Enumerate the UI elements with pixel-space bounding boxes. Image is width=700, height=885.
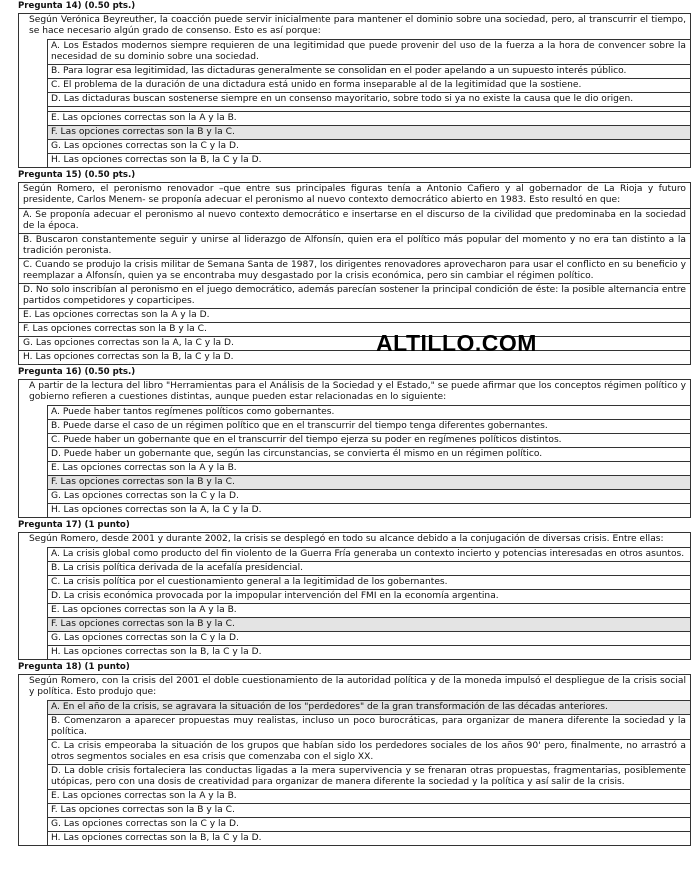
- question-15-option-h[interactable]: H. Las opciones correctas son la B, la C y la D.: [19, 350, 690, 364]
- question-15-option-c[interactable]: C. Cuando se produjo la crisis militar de Semana Santa de 1987, los dirigentes renovadores aprovecharon para usar el conflicto en su beneficio y reemplazar a Alfonsín, quien ya se encontraba muy desgastado por la crisis económica, pero sin cambiar el régimen político.: [19, 258, 690, 283]
- question-16-option-h[interactable]: H. Las opciones correctas son la A, la C y la D.: [47, 503, 690, 517]
- question-17-option-d[interactable]: D. La crisis económica provocada por la impopular intervención del FMI en la economía argentina.: [47, 589, 690, 603]
- question-18-option-e[interactable]: E. Las opciones correctas son la A y la B.: [47, 789, 690, 803]
- question-17-stem: Según Romero, desde 2001 y durante 2002, la crisis se desplegó en todo su alcance debido a la conjugación de diversas crisis. Entre ellas:: [29, 534, 664, 544]
- question-15-option-b[interactable]: B. Buscaron constantemente seguir y unirse al liderazgo de Alfonsín, quien era el político más popular del momento y no era tan distinto a la tradición peronista.: [19, 233, 690, 258]
- question-16-stem: A partir de la lectura del libro "Herramientas para el Análisis de la Sociedad y el Estado," se puede afirmar que los conceptos régimen político y gobierno refieren a cuestiones distintas, aunque pueden estar relacionadas en lo siguiente:: [29, 381, 686, 402]
- question-14-option-g[interactable]: G. Las opciones correctas son la C y la D.: [47, 139, 690, 153]
- question-18-stem: Según Romero, con la crisis del 2001 el doble cuestionamiento de la autoridad política y de la moneda impulsó el despliegue de la crisis social y política. Esto produjo que:: [29, 676, 686, 697]
- question-14-header: Pregunta 14) (0.50 pts.): [18, 1, 136, 11]
- question-15-option-a[interactable]: A. Se proponía adecuar el peronismo al nuevo contexto democrático e insertarse en el discurso de la civilidad que predominaba en la sociedad de la época.: [19, 208, 690, 233]
- exam-sheet: [18, 0, 691, 847]
- question-17-option-f[interactable]: F. Las opciones correctas son la B y la C.: [47, 617, 690, 631]
- question-16: [18, 379, 691, 518]
- question-15-header: Pregunta 15) (0.50 pts.): [18, 170, 136, 180]
- question-15-option-d[interactable]: D. No solo inscribían al peronismo en el juego democrático, además parecían sostener la principal condición de éste: la posible alternancia entre partidos competidores y coparticipes.: [19, 283, 690, 308]
- question-18-option-g[interactable]: G. Las opciones correctas son la C y la D.: [47, 817, 690, 831]
- question-14-option-b[interactable]: B. Para lograr esa legitimidad, las dictaduras generalmente se consolidan en el poder apelando a un supuesto interés público.: [47, 64, 690, 78]
- question-14-option-h[interactable]: H. Las opciones correctas son la B, la C y la D.: [47, 153, 690, 167]
- question-16-header: Pregunta 16) (0.50 pts.): [18, 367, 136, 377]
- question-16-option-g[interactable]: G. Las opciones correctas son la C y la D.: [47, 489, 690, 503]
- question-17-option-c[interactable]: C. La crisis política por el cuestionamiento general a la legitimidad de los gobernantes.: [47, 575, 690, 589]
- question-16-option-c[interactable]: C. Puede haber un gobernante que en el transcurrir del tiempo ejerza su poder en regímenes políticos distintos.: [47, 433, 690, 447]
- question-16-option-d[interactable]: D. Puede haber un gobernante que, según las circunstancias, se convierta él mismo en un régimen político.: [47, 447, 690, 461]
- question-17-option-h[interactable]: H. Las opciones correctas son la B, la C y la D.: [47, 645, 690, 659]
- question-14-option-a[interactable]: A. Los Estados modernos siempre requieren de una legitimidad que puede provenir del uso de la fuerza a la hora de convencer sobre la necesidad de su dominio sobre una sociedad.: [47, 39, 690, 64]
- question-18-option-h[interactable]: H. Las opciones correctas son la B, la C y la D.: [47, 831, 690, 845]
- question-16-option-b[interactable]: B. Puede darse el caso de un régimen político que en el transcurrir del tiempo tenga diferentes gobernantes.: [47, 419, 690, 433]
- question-14-option-c[interactable]: C. El problema de la duración de una dictadura está unido en forma inseparable al de la legitimidad que la sostiene.: [47, 78, 690, 92]
- question-14-option-e[interactable]: E. Las opciones correctas son la A y la B.: [47, 111, 690, 125]
- question-15-stem: Según Romero, el peronismo renovador –que entre sus principales figuras tenía a Antonio Cafiero y al gobernador de La Rioja y futuro presidente, Carlos Menem- se proponía adecuar el peronismo al nuevo contexto democrático abierto en 1983. Esto resultó en que:: [23, 184, 686, 205]
- question-18-option-f[interactable]: F. Las opciones correctas son la B y la C.: [47, 803, 690, 817]
- question-17-option-g[interactable]: G. Las opciones correctas son la C y la D.: [47, 631, 690, 645]
- watermark-text: ALTILLO.COM: [376, 330, 537, 356]
- question-16-option-f[interactable]: F. Las opciones correctas son la B y la C.: [47, 475, 690, 489]
- question-14-option-f[interactable]: F. Las opciones correctas son la B y la C.: [47, 125, 690, 139]
- question-18-header: Pregunta 18) (1 punto): [18, 662, 130, 672]
- question-14-option-d[interactable]: D. Las dictaduras buscan sostenerse siempre en un consenso mayoritario, sobre todo si ya no existe la causa que le dio origen.: [47, 92, 690, 106]
- question-18-option-a[interactable]: A. En el año de la crisis, se agravara la situación de los "perdedores" de la gran transformación de las décadas anteriores.: [47, 700, 690, 714]
- question-18-option-b[interactable]: B. Comenzaron a aparecer propuestas muy realistas, incluso un poco burocráticas, para organizar de manera diferente la sociedad y la política.: [47, 714, 690, 739]
- question-17-header: Pregunta 17) (1 punto): [18, 520, 130, 530]
- question-14: [18, 13, 691, 168]
- question-17-option-b[interactable]: B. La crisis política derivada de la acefalía presidencial.: [47, 561, 690, 575]
- question-18-option-d[interactable]: D. La doble crisis fortaleciera las conductas ligadas a la mera supervivencia y se frenaran otras propuestas, fragmentarias, posiblemente utópicas, pero con una dosis de creatividad para organizar de manera diferente la sociedad y la política y así salir de la crisis.: [47, 764, 690, 789]
- question-14-stem: Según Verónica Beyreuther, la coacción puede servir inicialmente para mantener el dominio sobre una sociedad, pero, al transcurrir el tiempo, se hace necesario algún grado de consenso. Esto es así porque:: [29, 15, 686, 36]
- question-15-option-f[interactable]: F. Las opciones correctas son la B y la C.: [19, 322, 690, 336]
- question-18-option-c[interactable]: C. La crisis empeoraba la situación de los grupos que habían sido los perdedores sociales de los años 90' pero, finalmente, no arrastró a otros segmentos sociales en esa crisis que comenzaba con el siglo XX.: [47, 739, 690, 764]
- question-15-option-g[interactable]: G. Las opciones correctas son la A, la C y la D.: [19, 336, 690, 350]
- question-17-option-a[interactable]: A. La crisis global como producto del fin violento de la Guerra Fría generaba un contexto incierto y potencias interesadas en otros asuntos.: [47, 547, 690, 561]
- question-17: [18, 532, 691, 660]
- question-15-option-e[interactable]: E. Las opciones correctas son la A y la D.: [19, 308, 690, 322]
- question-18: [18, 674, 691, 846]
- question-16-option-e[interactable]: E. Las opciones correctas son la A y la B.: [47, 461, 690, 475]
- question-15: [18, 182, 691, 365]
- question-17-option-e[interactable]: E. Las opciones correctas son la A y la B.: [47, 603, 690, 617]
- question-16-option-a[interactable]: A. Puede haber tantos regímenes políticos como gobernantes.: [47, 405, 690, 419]
